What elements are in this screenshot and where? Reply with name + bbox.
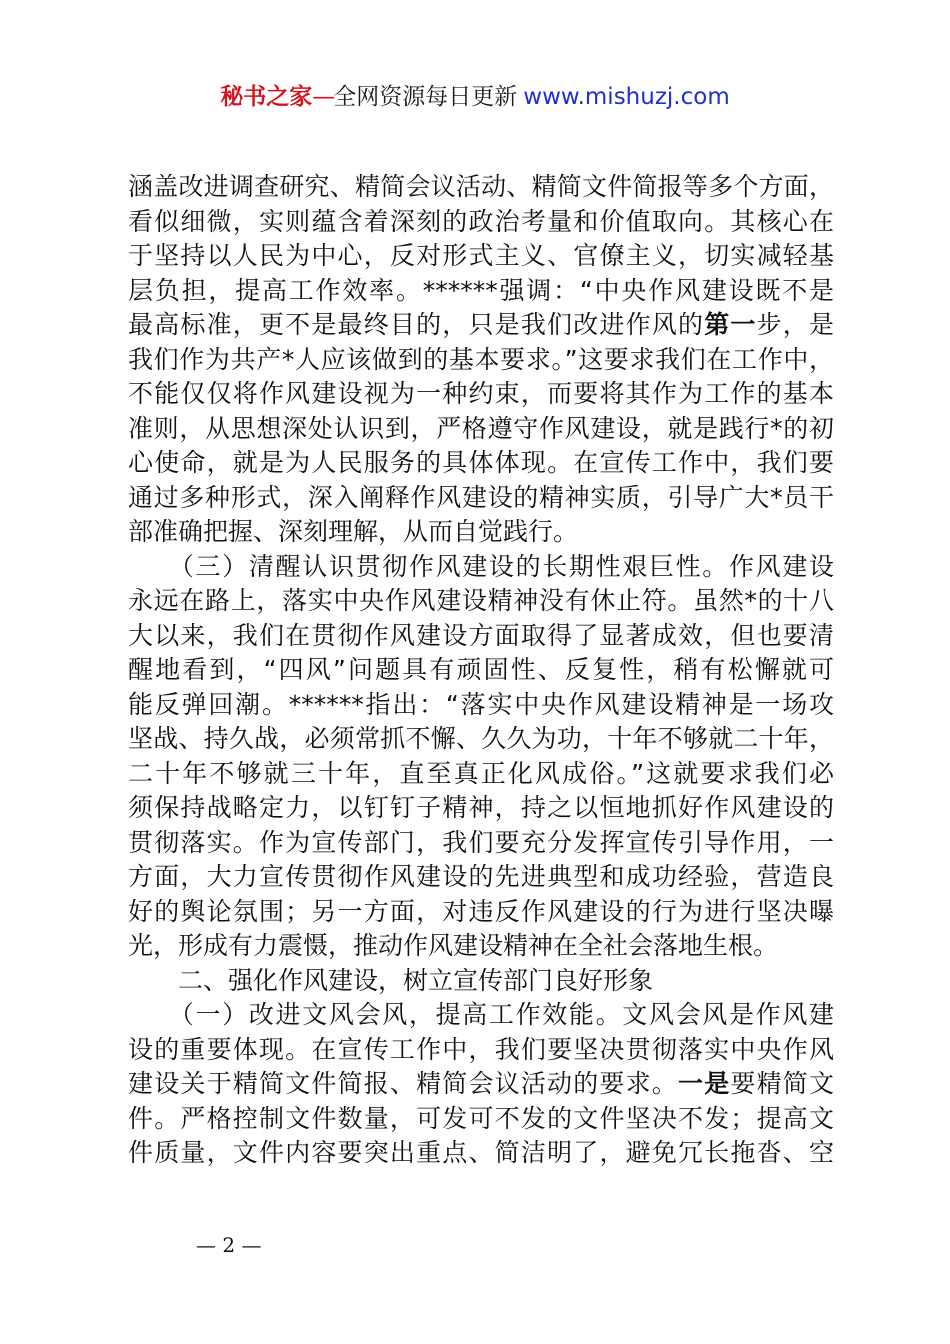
text-line xyxy=(128,308,834,343)
text-line xyxy=(128,1067,834,1102)
text-line: 通过多种形式，深入阐释作风建设的精神实质，引导广大*员干 xyxy=(128,482,834,512)
site-header xyxy=(0,82,950,112)
text-line: （三）清醒认识贯彻作风建设的长期性艰巨性。作风建设 xyxy=(128,551,834,581)
text-line: 不能仅仅将作风建设视为一种约束，而要将其作为工作的基本 xyxy=(128,379,834,408)
text-line: 好的舆论氛围；另一方面，对违反作风建设的行为进行坚决曝 xyxy=(128,896,834,926)
site-url-link[interactable]: www.mishuzj.com xyxy=(523,84,730,110)
text-line: 大以来，我们在贯彻作风建设方面取得了显著成效，但也要清 xyxy=(128,620,834,650)
header-slogan: 全网资源每日更新 xyxy=(333,84,518,110)
brand-name: 秘书之家 xyxy=(220,84,313,110)
text-line: 准则，从思想深处认识到，严格遵守作风建设，就是践行*的初 xyxy=(128,413,834,443)
text-line: 二、强化作风建设，树立宣传部门良好形象 xyxy=(128,965,654,995)
text-line: 于坚持以人民为中心，反对形式主义、官僚主义，切实减轻基 xyxy=(128,241,834,270)
text-segment: 步，是 xyxy=(756,310,834,339)
text-line: 贯彻落实。作为宣传部门，我们要充分发挥宣传引导作用，一 xyxy=(128,827,834,857)
text-line: 方面，大力宣传贯彻作风建设的先进典型和成功经验，营造良 xyxy=(128,862,834,891)
text-segment: 最高标准，更不是最终目的，只是我们改进作风的 xyxy=(128,310,705,339)
text-line: 件质量，文件内容要突出重点、简洁明了，避免冗长拖沓、空 xyxy=(128,1138,834,1167)
text-line: 我们作为共产*人应该做到的基本要求。”这要求我们在工作中， xyxy=(128,344,834,374)
text-line: 醒地看到，“四风”问题具有顽固性、反复性，稍有松懈就可 xyxy=(128,655,834,684)
text-line: 件。严格控制文件数量，可发可不发的文件坚决不发；提高文 xyxy=(128,1103,834,1133)
text-line: 二十年不够就三十年，直至真正化风成俗。”这就要求我们必 xyxy=(128,758,834,788)
text-segment: 要精简文 xyxy=(730,1069,834,1098)
text-line: 心使命，就是为人民服务的具体体现。在宣传工作中，我们要 xyxy=(128,448,834,477)
text-line: 光，形成有力震慑，推动作风建设精神在全社会落地生根。 xyxy=(128,931,779,960)
text-line: 层负担，提高工作效率。******强调：“中央作风建设既不是 xyxy=(128,275,834,305)
text-line: 坚战、持久战，必须常抓不懈、久久为功，十年不够就二十年， xyxy=(128,724,834,753)
bold-emphasis: 第一 xyxy=(704,310,757,339)
bold-emphasis: 一是 xyxy=(678,1069,731,1098)
text-line: （一）改进文风会风，提高工作效能。文风会风是作风建 xyxy=(128,1000,834,1029)
text-line: 设的重要体现。在宣传工作中，我们要坚决贯彻落实中央作风 xyxy=(128,1034,834,1064)
text-line: 能反弹回潮。******指出：“落实中央作风建设精神是一场攻 xyxy=(128,689,834,719)
text-segment: 建设关于精简文件简报、精简会议活动的要求。 xyxy=(128,1069,679,1098)
text-line: 永远在路上，落实中央作风建设精神没有休止符。虽然*的十八 xyxy=(128,586,834,615)
header-dash: — xyxy=(312,84,334,110)
text-line: 部准确把握、深刻理解，从而自觉践行。 xyxy=(128,517,579,546)
text-line: 看似细微，实则蕴含着深刻的政治考量和价值取向。其核心在 xyxy=(128,206,834,236)
text-line: 涵盖改进调查研究、精简会议活动、精简文件简报等多个方面， xyxy=(128,172,834,201)
text-line: 须保持战略定力，以钉钉子精神，持之以恒地抓好作风建设的 xyxy=(128,793,834,822)
document-body xyxy=(128,170,834,1171)
page-number: — 2 — xyxy=(196,1233,262,1257)
